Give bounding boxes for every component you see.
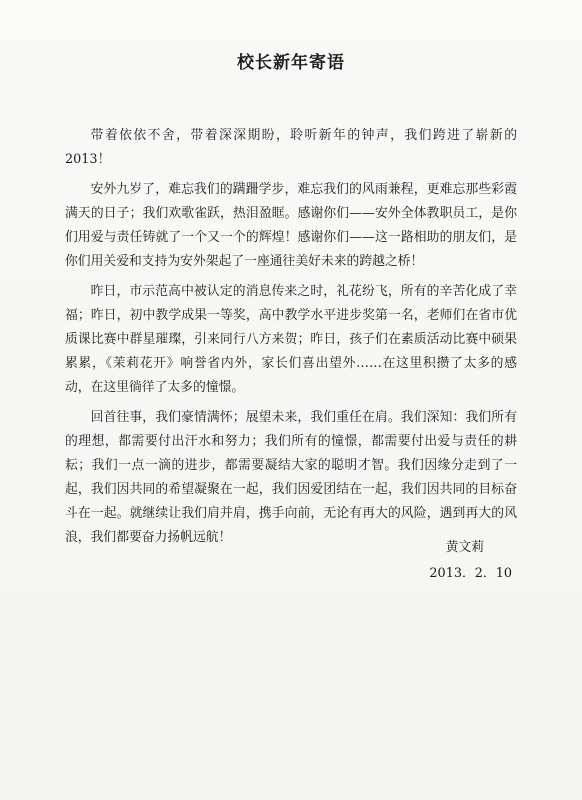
paragraph-4: 回首往事，我们豪情满怀；展望未来，我们重任在肩。我们深知：我们所有的理想，都需要付出汗水和努力；我们所有的憧憬，都需要付出爱与责任的耕耘；我们一点一滴的进步，都需要凝结大家的聪明才智。我们因缘分走到了一起，我们因共同的希望凝聚在一起，我们因爱团结在一起，我们因共同的目标奋斗在一起。就继续让我们肩并肩，携手向前，无论有再大的风险，遇到再大的风浪，我们都要奋力扬帆远航！: [65, 410, 517, 545]
signature-block: [429, 535, 512, 587]
paragraph-1: 带着依依不舍，带着深深期盼，聆听新年的钟声，我们跨进了崭新的2013！: [65, 128, 517, 167]
signature-date: 2013．2．10: [429, 566, 512, 581]
signature-name: 黄文莉: [445, 540, 484, 555]
paragraph-2: 安外九岁了，难忘我们的蹒跚学步，难忘我们的风雨兼程，更难忘那些彩霞满天的日子；我们欢歌雀跃，热泪盈眶。感谢你们——安外全体教职员工，是你们用爱与责任铸就了一个又一个的辉煌！感谢你们——这一路相助的朋友们，是你们用关爱和支持为安外架起了一座通往美好未来的跨越之桥！: [65, 182, 517, 269]
letter-body: [65, 124, 517, 556]
paragraph-3: 昨日，市示范高中被认定的消息传来之时，礼花纷飞，所有的辛苦化成了幸福；昨日，初中教学成果一等奖，高中教学水平进步奖第一名，老师们在省市优质课比赛中群星璀璨，引来同行八方来贺；昨日，孩子们在素质活动比赛中硕果累累，《茉莉花开》响誉省内外，家长们喜出望外……在这里积攒了太多的感动，在这里徜徉了太多的憧憬。: [65, 284, 517, 395]
page-title: 校长新年寄语: [237, 53, 345, 73]
